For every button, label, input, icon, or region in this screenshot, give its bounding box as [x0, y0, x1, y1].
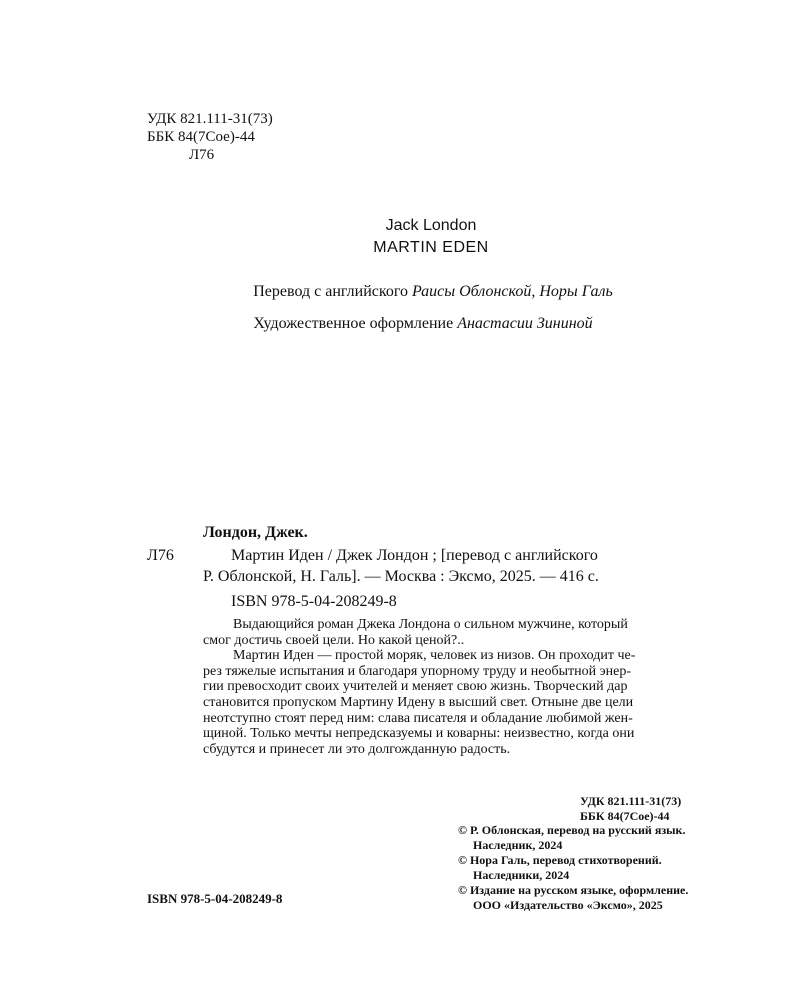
copyright-line: © Р. Облонская, перевод на русский язык. [458, 823, 686, 837]
design-prefix: Художественное оформление [253, 315, 454, 332]
annotation-line: неотступно стоят перед ним: слава писателя и обладание любимой жен- [203, 710, 633, 726]
original-author: Jack London [385, 217, 477, 234]
copyright-line: © Нора Галь, перевод стихотворений. [458, 853, 662, 867]
bibliography-line-2: Р. Облонской, Н. Галь]. — Москва : Эксмо, 2025. — 416 с. [203, 568, 599, 585]
original-title: MARTIN EDEN [373, 239, 489, 256]
bibliography-isbn: ISBN 978-5-04-208249-8 [231, 593, 397, 610]
translation-credit [0, 282, 800, 302]
author-mark: Л76 [189, 147, 215, 163]
annotation-line: сбудутся и принесет ли это долгожданную радость. [203, 741, 511, 757]
translators: Раисы Облонской, Норы Галь [411, 283, 613, 300]
copyright-holder: Наследник, 2024 [473, 838, 563, 852]
classification-right [580, 794, 681, 824]
annotation-paragraph-1 [203, 617, 719, 648]
annotation-line: Выдающийся роман Джека Лондона о сильном мужчине, который [233, 617, 628, 632]
annotation-line: гии превосходит своих учителей и меняет свою жизнь. Творческий дар [203, 679, 628, 695]
bibliography-code: Л76 [147, 547, 174, 564]
designer: Анастасии Зининой [457, 315, 593, 332]
annotation-line: смог достичь своей цели. Но какой ценой?.. [203, 632, 465, 648]
udk-code-right: УДК 821.111-31(73) [580, 794, 682, 808]
copyright-holder: Наследники, 2024 [473, 868, 570, 882]
translation-prefix: Перевод с английского [253, 283, 408, 300]
bibliography-line-1: Мартин Иден / Джек Лондон ; [перевод с английского [231, 547, 598, 564]
copyright-holder: ООО «Издательство «Эксмо», 2025 [473, 898, 663, 912]
annotation-line: рез тяжелые испытания и благодаря упорному труду и необытной энер- [203, 663, 631, 679]
bibliography-author: Лондон, Джек. [203, 524, 308, 541]
copyright-entry [458, 853, 688, 883]
annotation [203, 617, 719, 757]
udk-code: УДК 821.111-31(73) [147, 111, 273, 127]
copyright-entry [458, 823, 688, 853]
isbn-bottom: ISBN 978-5-04-208249-8 [147, 891, 283, 906]
annotation-paragraph-2 [203, 648, 719, 757]
copyright-block [458, 823, 688, 913]
copyright-line: © Издание на русском языке, оформление. [458, 883, 689, 897]
classification-block [147, 110, 273, 164]
design-credit [0, 314, 800, 334]
copyright-entry [458, 883, 688, 913]
annotation-line: становится пропуском Мартину Идену в высший свет. Отныне две цели [203, 694, 634, 710]
bbk-code-right: ББК 84(7Сое)-44 [580, 809, 670, 823]
bbk-code: ББК 84(7Сое)-44 [147, 129, 255, 145]
annotation-line: щиной. Только мечты непредсказуемы и коварны: неизвестно, когда они [203, 726, 635, 742]
annotation-line: Мартин Иден — простой моряк, человек из низов. Он проходит че- [233, 648, 636, 664]
